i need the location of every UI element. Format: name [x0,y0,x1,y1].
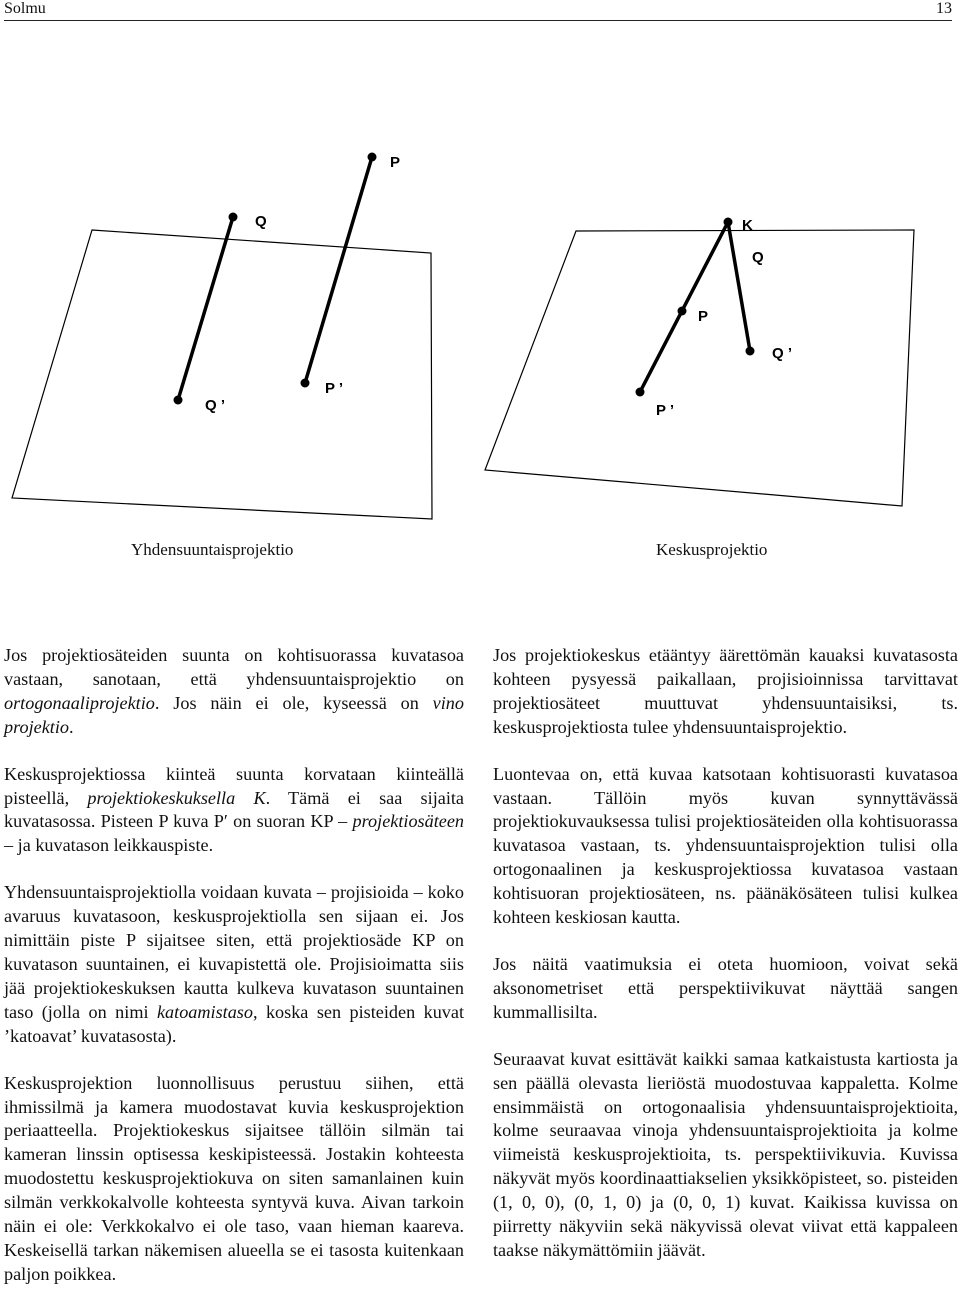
left-projection-ray-q [178,217,233,400]
paragraph: Luontevaa on, että kuvaa katsotaan kohtisuorasti kuvatasoa vastaan. Tällöin myös kuvan synnyttävässä projektiokuvauksessa tulisi projektiosäteiden olla kohtisuorassa kuvatasoa vastaan, ts. yhdensuuntaisprojektion tulisi olla ortogonaalinen ja keskusprojektiossa kuvatasoa vastaan kohtisuoran projektiosäteen, ns. päänäkösäteen tulisi kulkea kohteen keskiosan kautta. [493,763,958,928]
paragraph: Jos projektiokeskus etääntyy äärettömän kauaksi kuvatasosta kohteen pysyessä paikallaan, projisioinnissa tarvittavat projektiosäteet muuttuvat yhdensuuntaisiksi, ts. keskusprojektiosta tulee yhdensuuntaisprojektio. [493,645,958,737]
caption-parallel: Yhdensuuntaisprojektio [131,540,294,559]
label-right-p-prime: P ’ [656,402,675,419]
right-projection-ray-q [728,222,750,351]
label-right-q-prime: Q ’ [772,345,793,362]
label-right-p: P [698,308,709,325]
right-point-k [724,218,733,227]
label-left-q: Q [255,213,267,230]
left-point-p-prime [301,379,310,388]
left-point-q [229,213,238,222]
page-number: 13 [936,0,952,17]
left-projection-ray-p [305,157,372,383]
term-projektiosade: projektiosäteen [352,811,464,832]
right-column [493,644,958,1263]
paragraph: Yhdensuuntaisprojektiolla voidaan kuvata – projisioida – koko avaruus kuvatasoon, keskusprojektiolla sen sijaan ei. Jos nimittäin piste P sijaitsee siten, että projektiosäde KP on kuvatason suuntainen, ei kuvapistettä ole. Projisioimatta siis jää projektiokeskuksen kautta kulkeva kuvatason suuntainen taso (jolla on nimi katoamistaso, koska sen pisteiden kuvat ’katoavat’ kuvatasosta). [4,882,465,1046]
paragraph: Keskusprojektion luonnollisuus perustuu siihen, että ihmissilmä ja kamera muodostavat kuvia keskusprojektion periaatteella. Projektiokeskus sijaitsee tällöin silmän tai kameran linssin optisessa keskipisteessä. Jostakin kohteesta muodostettu keskusprojektiokuva on siten samanlainen kuin silmän verkkokalvolle kohteesta syntyvä kuva. Aivan tarkoin näin ei ole: Verkkokalvo ei ole taso, vaan hieman kaareva. Keskeisellä tarkan näkemisen alueella se ei tasosta kuitenkaan paljon poikkea. [4,1072,464,1284]
term-vino-projektio: vino projektio [4,692,464,737]
left-point-p [368,153,377,162]
paragraph: Jos näitä vaatimuksia ei oteta huomioon, voivat sekä aksonometriset että perspektiivikuvat näyttää sangen kummallisilta. [493,953,958,1022]
label-right-q: Q [752,249,764,266]
term-projektiokeskus: projektiokeskuksella K [87,787,266,808]
caption-central: Keskusprojektio [656,540,768,559]
left-point-q-prime [174,396,183,405]
label-left-p: P [390,154,401,171]
label-left-q-prime: Q ’ [205,397,226,414]
left-column [4,644,464,1287]
right-point-p-prime [636,388,645,397]
right-point-p [678,307,687,316]
right-image-plane [485,230,914,506]
paragraph: Seuraavat kuvat esittävät kaikki samaa katkaistusta kartiosta ja sen päällä olevasta lieriöstä muodostuvaa kappaletta. Kolme ensimmäistä on ortogonaalisia yhdensuuntaisprojektioita, kolme seuraavaa vinoja yhdensuuntaisprojektioita ja kolme viimeistä keskusprojektioita, ts. perspektiivikuvia. Kuvissa näkyvät myös koordinaattiakselien yksikköpisteet, so. pisteiden (1, 0, 0), (0, 1, 0) ja (0, 0, 1) kuvat. Kaikissa kuvissa on piirretty näkyviin sekä näkyvissä olevat viivat että kappaleen taakse näkymättömiin jäävät. [493,1048,958,1260]
journal-title: Solmu [4,0,46,17]
paragraph: Jos projektiosäteiden suunta on kohtisuorassa kuvatasoa vastaan, sanotaan, että yhdensuuntaisprojektio on ortogonaaliprojektio. Jos näin ei ole, kyseessä on vino projektio. [4,645,464,737]
projection-figure [0,20,960,540]
label-left-p-prime: P ’ [325,380,344,397]
paragraph: Keskusprojektiossa kiinteä suunta korvataan kiinteällä pisteellä, projektiokeskuksella K. Tämä ei saa sijaita kuvatasossa. Pisteen P kuva P′ on suoran KP – projektiosäteen – ja kuvatason leikkauspiste. [4,763,464,856]
page-header [4,0,952,21]
term-ortogonaaliprojektio: ortogonaaliprojektio [4,692,155,713]
label-right-k: K [742,217,753,234]
term-katoamistaso: katoamistaso [156,1001,253,1022]
right-point-q-prime [746,347,755,356]
left-image-plane [12,230,432,519]
